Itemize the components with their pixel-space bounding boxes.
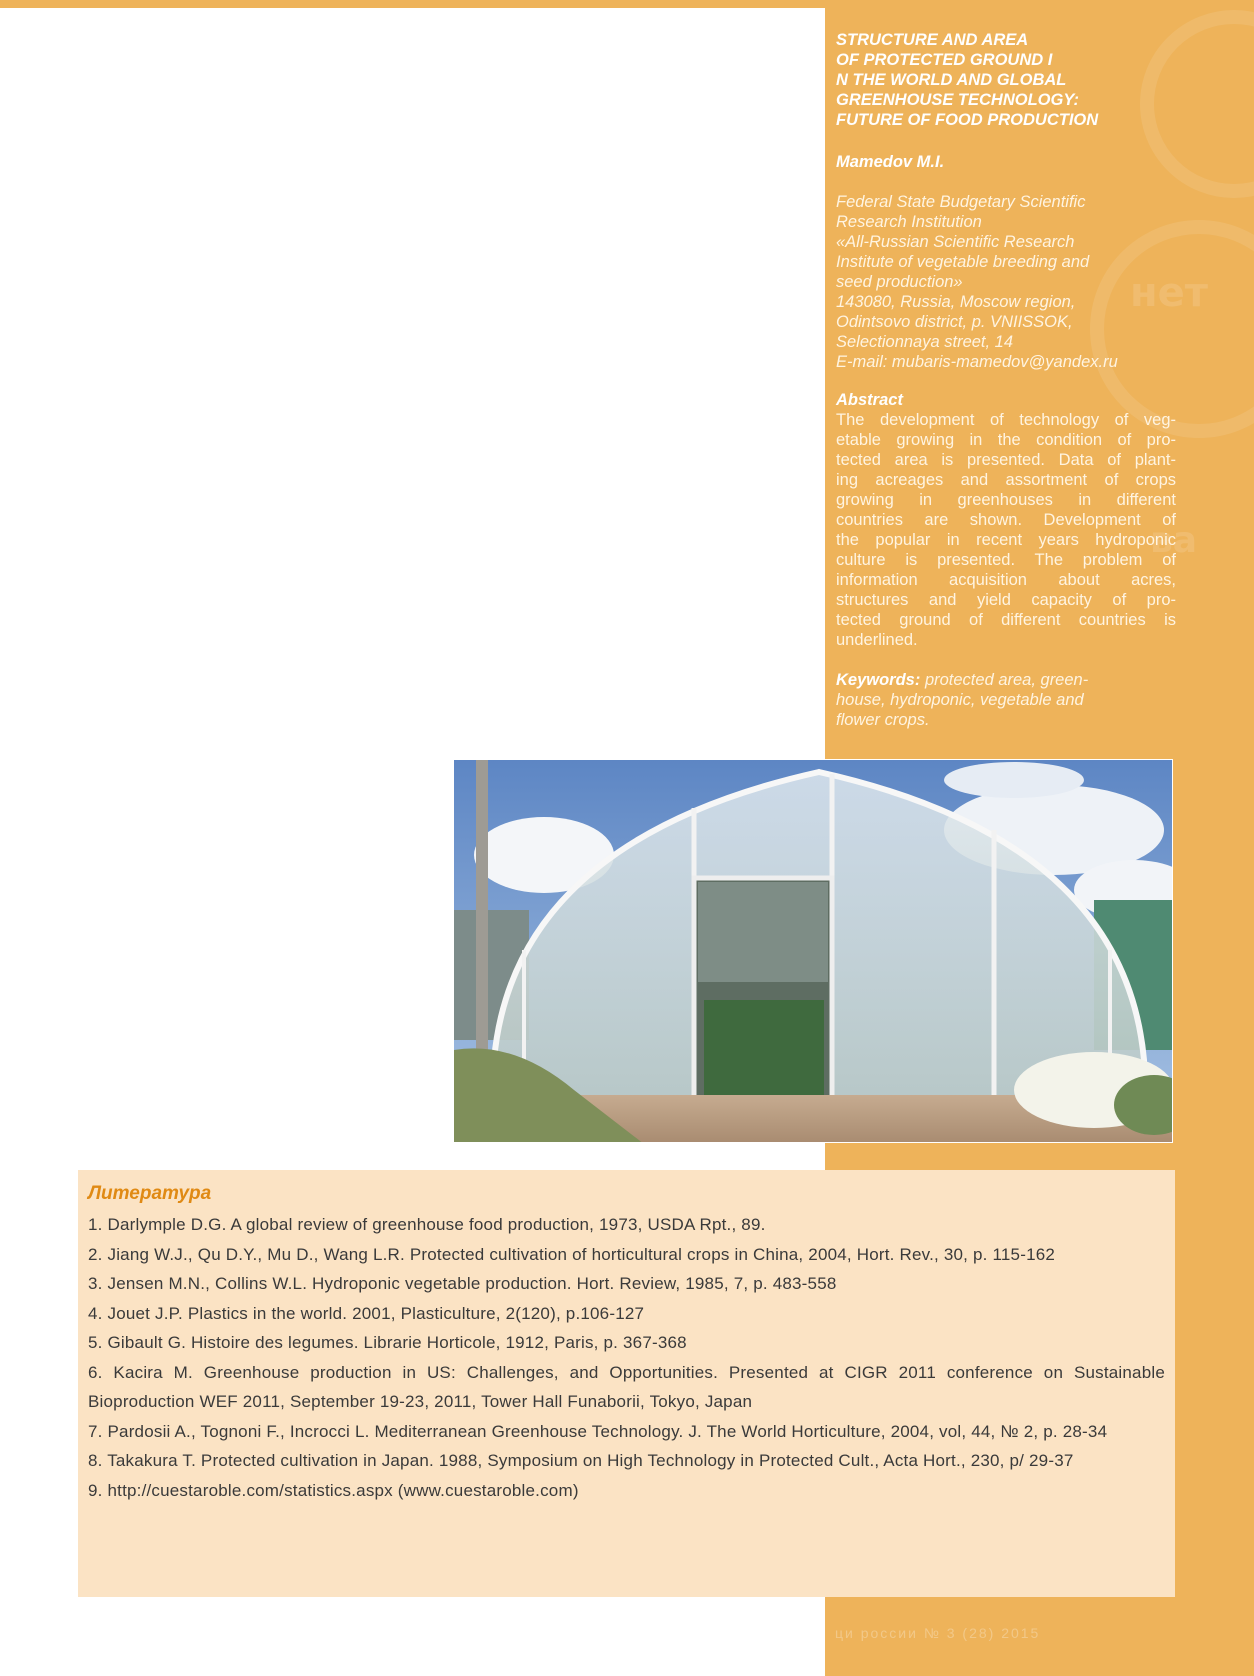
greenhouse-photo <box>453 759 1173 1143</box>
reference-item: 1. Darlymple D.G. A global review of greenhouse food production, 1973, USDA Rpt., 89. <box>88 1215 766 1234</box>
page-footer: ци россии № 3 (28) 2015 <box>835 1625 1041 1641</box>
reference-item: 4. Jouet J.P. Plastics in the world. 2001, Plasticulture, 2(120), p.106-127 <box>88 1303 645 1323</box>
keywords-line <box>836 670 1176 690</box>
title-line: OF PROTECTED GROUND I <box>836 51 1053 69</box>
title-line: GREENHOUSE TECHNOLOGY: <box>836 91 1079 109</box>
reference-item: 8. Takakura T. Protected cultivation in Japan. 1988, Symposium on High Technology in Protected Cult., Acta Hort., 230, p/ 29-37 <box>88 1451 1074 1470</box>
reference-link[interactable]: 9. http://cuestaroble.com/statistics.aspx (www.cuestaroble.com) <box>88 1480 579 1500</box>
abstract-line: underlined. <box>836 631 918 649</box>
title-line: FUTURE OF FOOD PRODUCTION <box>836 111 1099 129</box>
abstract-line: countries are shown. Development of <box>836 511 1176 529</box>
abstract-line: tected area is presented. Data of plant- <box>836 451 1176 469</box>
watermark-logo-text-lower: ва <box>1150 520 1198 561</box>
affiliation-line: «All-Russian Scientific Research <box>836 233 1075 251</box>
references-section <box>78 1170 1175 1597</box>
reference-item: 6. Kacira M. Greenhouse production in US: Challenges, and Opportunities. Presented at CIGR 2011 conference on Sustainable Bioproduction WEF 2011, September 19-23, 2011, Tower Hall Funaborii, Tokyo, Japan <box>88 1362 1165 1411</box>
title-line: N THE WORLD AND GLOBAL <box>836 71 1067 89</box>
references-heading: Литература <box>88 1183 212 1204</box>
keywords <box>836 670 1176 730</box>
keywords-line: house, hydroponic, vegetable and <box>836 691 1084 709</box>
abstract-text <box>836 410 1176 650</box>
author-affiliation <box>836 192 1176 372</box>
affiliation-line: Research Institution <box>836 213 982 231</box>
affiliation-line: Federal State Budgetary Scientific <box>836 193 1086 211</box>
abstract-line: etable growing in the condition of pro- <box>836 431 1176 449</box>
article-title <box>836 30 1176 130</box>
abstract-heading: Abstract <box>836 391 903 409</box>
abstract-line: structures and yield capacity of pro- <box>836 591 1176 609</box>
affiliation-line: seed production» <box>836 273 963 291</box>
email-line: E-mail: mubaris-mamedov@yandex.ru <box>836 353 1118 371</box>
abstract-line: growing in greenhouses in different <box>836 491 1176 509</box>
author-name: Mamedov M.I. <box>836 153 945 171</box>
reference-item: 2. Jiang W.J., Qu D.Y., Mu D., Wang L.R. Protected cultivation of horticultural crops in China, 2004, Hort. Rev., 30, p. 115-162 <box>88 1244 1056 1264</box>
abstract-line: tected ground of different countries is <box>836 611 1176 629</box>
abstract-line: information acquisition about acres, <box>836 571 1176 589</box>
title-line: STRUCTURE AND AREA <box>836 31 1029 49</box>
keywords-label: Keywords: <box>836 671 921 689</box>
watermark-logo-text: нет <box>1130 270 1208 316</box>
article-summary <box>836 30 1176 730</box>
abstract-line: culture is presented. The problem of <box>836 551 1176 569</box>
reference-item: 3. Jensen M.N., Collins W.L. Hydroponic vegetable production. Hort. Review, 1985, 7, p. 483-558 <box>88 1274 837 1293</box>
affiliation-line: 143080, Russia, Moscow region, <box>836 293 1076 311</box>
reference-item: 7. Pardosii A., Tognoni F., Incrocci L. Mediterranean Greenhouse Technology. J. The World Horticulture, 2004, vol, 44, № 2, p. 28-34 <box>88 1421 1108 1441</box>
abstract-line: ing acreages and assortment of crops <box>836 471 1176 489</box>
abstract-line: The development of technology of veg- <box>836 411 1176 429</box>
affiliation-line: Odintsovo district, p. VNIISSOK, <box>836 313 1073 331</box>
keywords-text: protected area, green- <box>920 671 1089 689</box>
reference-item: 5. Gibault G. Histoire des legumes. Librarie Horticole, 1912, Paris, p. 367-368 <box>88 1333 687 1352</box>
abstract-line: the popular in recent years hydroponic <box>836 531 1176 549</box>
affiliation-line: Institute of vegetable breeding and <box>836 253 1090 271</box>
affiliation-line: Selectionnaya street, 14 <box>836 333 1014 351</box>
keywords-line: flower crops. <box>836 711 930 729</box>
